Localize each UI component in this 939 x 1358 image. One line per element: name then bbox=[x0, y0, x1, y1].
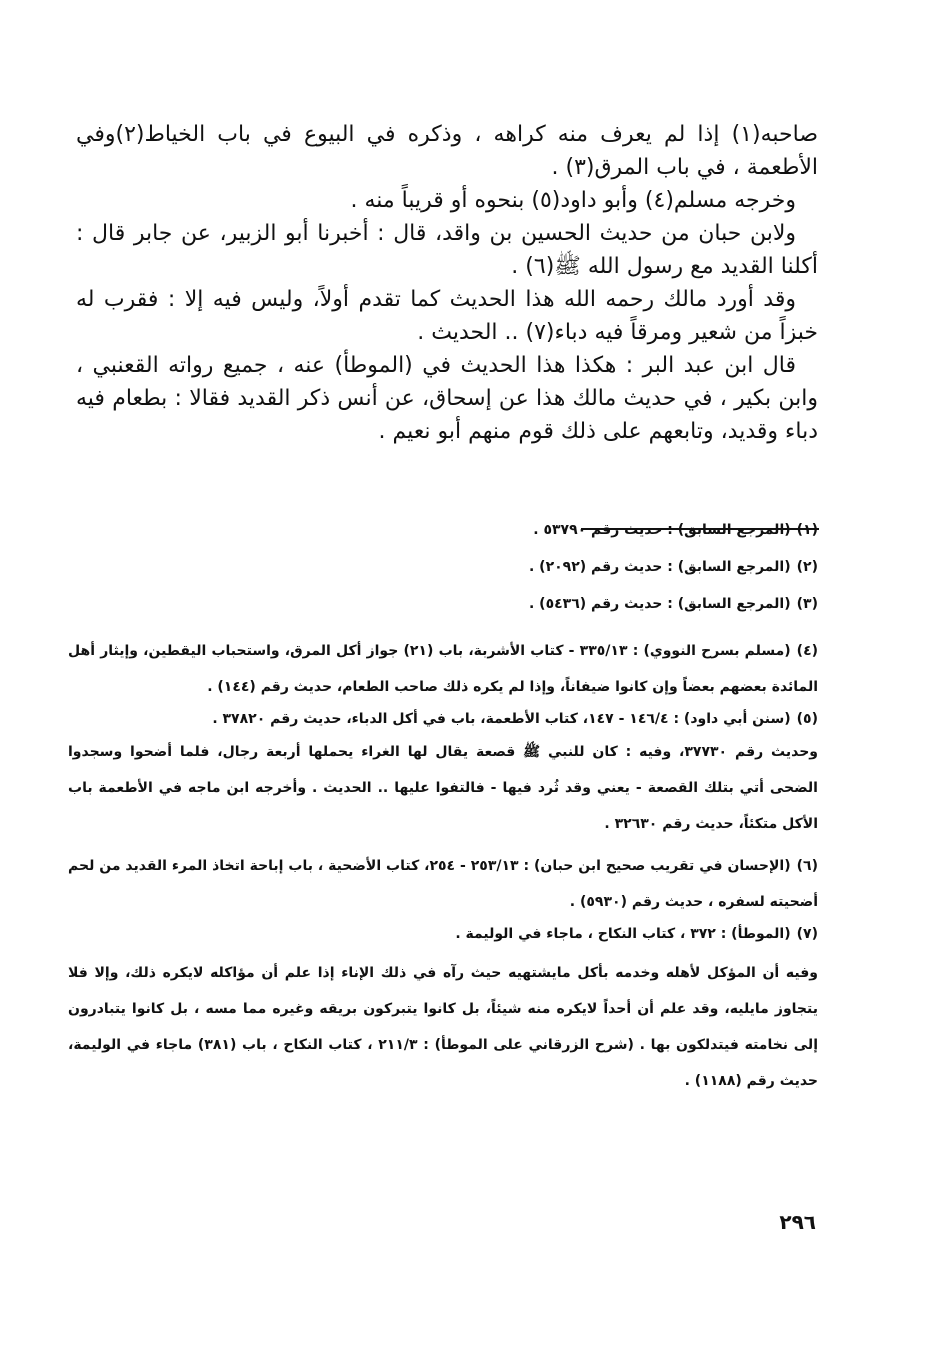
footnote-number: (٢) bbox=[796, 559, 818, 575]
footnote-text: (المرجع السابق) : حديث رقم (٥٤٣٦) . bbox=[528, 596, 791, 612]
footnote-number: (٦) bbox=[796, 858, 818, 874]
footnote-text: (المرجع السابق) : حديث رقم ٥٣٧٩٠ . bbox=[533, 522, 791, 538]
footnote-5 bbox=[68, 711, 818, 728]
footnote-7-continuation: وفيه أن المؤكل لأهله وخدمه بأكل مايشتهيه حيث رآه في ذلك الإناء إذا علم أن مؤاكله لايكره ذلك، وإلا فلا يتجاوز مايليه، وقد علم أن أحداً لايكره منه شيئاً، بل كانوا يتبركون بريقه وغيره مما مسه ، بل كانوا يتبادرون إلى نخامته فيتدلكون بها . (شرح الزرقاني على الموطأ) : ٢١١/٣ ، كتاب النكاح ، باب (٣٨١) ماجاء في الوليمة، حديث رقم (١١٨٨) . bbox=[68, 965, 818, 1089]
footnote-3 bbox=[68, 596, 818, 613]
footnote-5-continuation: وحديث رقم ٣٧٧٣٠، وفيه : كان للنبي ﷺ قصعة يقال لها الغراء يحملها أربعة رجال، فلما أضحوا وسجدوا الضحى أتي بتلك القصعة - يعني وقد ثُرد فيها - فالتفوا عليها .. الحديث . وأخرجه ابن ماجه في الأطعمة باب الأكل متكئاً، حديث رقم ٣٢٦٣٠ . bbox=[68, 744, 818, 832]
footnote-6 bbox=[68, 848, 818, 920]
footnote-text: (الإحسان في تقريب صحيح ابن حبان) : ٢٥٣/١٣ - ٢٥٤، كتاب الأضحية ، باب إباحة اتخاذ المرء القديد من لحم أضحيته لسفره ، حديث رقم (٥٩٣٠) . bbox=[68, 858, 818, 910]
paragraph-3: ولابن حبان من حديث الحسين بن واقد، قال : أخبرنا أبو الزبير، عن جابر قال : أكلنا القديد مع رسول الله ﷺ(٦) . bbox=[76, 221, 818, 279]
footnote-text: (سنن أبي داود) : ١٤٦/٤ - ١٤٧، كتاب الأطعمة، باب في أكل الدباء، حديث رقم ٣٧٨٢٠ . bbox=[212, 711, 791, 727]
footnote-number: (٤) bbox=[796, 643, 819, 659]
footnote-text: (مسلم بسرح النووي) : ٣٣٥/١٣ - كتاب الأشربة، باب (٢١) جواز أكل المرق، واستحباب اليقطين، وإيثار أهل المائدة بعضهم بعضاً وإن كانوا ضيفاناً، وإذا لم يكره ذلك صاحب الطعام، حديث رقم (١٤٤) . bbox=[68, 643, 818, 695]
footnote-text: (المرجع السابق) : حديث رقم (٢٠٩٢) . bbox=[528, 559, 791, 575]
footnote-number: (٧) bbox=[796, 926, 818, 942]
paragraph-1: صاحبه(١) إذا لم يعرف منه كراهه ، وذكره في البيوع في باب الخياط(٢)وفي الأطعمة ، في باب المرق(٣) . bbox=[76, 122, 818, 180]
footnotes bbox=[68, 522, 818, 1119]
paragraph-2: وخرجه مسلم(٤) وأبو داود(٥) بنحوه أو قريباً منه . bbox=[350, 188, 796, 213]
footnote-1 bbox=[68, 522, 818, 539]
page-number: ٢٩٦ bbox=[779, 1210, 816, 1234]
main-text bbox=[76, 118, 818, 448]
footnote-number: (٥) bbox=[796, 711, 818, 727]
footnote-text: (الموطأ) : ٣٧٢ ، كتاب النكاح ، ماجاء في الوليمة . bbox=[455, 926, 791, 942]
footnote-number: (٣) bbox=[796, 596, 818, 612]
footnote-7 bbox=[68, 926, 818, 943]
paragraph-5: قال ابن عبد البر : هكذا هذا الحديث في (الموطأ) عنه ، جميع رواته القعنبي ، وابن بكير ، في حديث مالك هذا عن إسحاق، عن أنس ذكر القديد فقالا : بطعام فيه دباء وقديد، وتابعهم على ذلك قوم منهم أبو نعيم . bbox=[76, 353, 818, 444]
footnote-4 bbox=[68, 633, 818, 705]
footnote-number: (١) bbox=[796, 522, 818, 538]
paragraph-4: وقد أورد مالك رحمه الله هذا الحديث كما تقدم أولاً، وليس فيه إلا : فقرب له خبزاً من شعير ومرقاً فيه دباء(٧) .. الحديث . bbox=[76, 287, 818, 345]
footnote-2 bbox=[68, 559, 818, 576]
